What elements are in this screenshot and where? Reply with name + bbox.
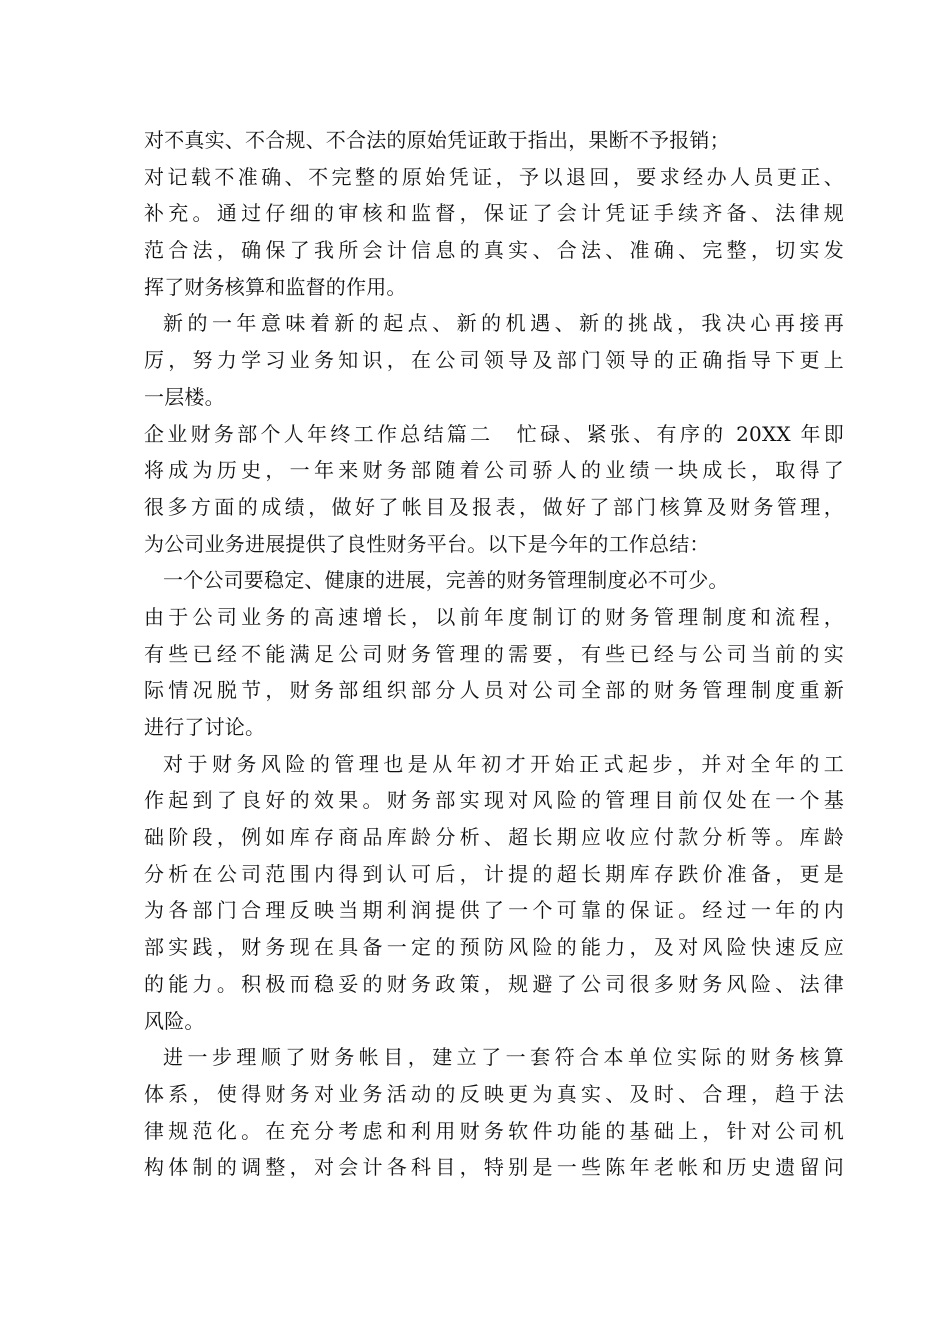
text-line: 新的一年意味着新的起点、新的机遇、新的挑战，我决心再接再 [163, 311, 844, 336]
text-line: 由于公司业务的高速增长，以前年度制订的财务管理制度和流程， [144, 604, 844, 629]
text-line: 挥了财务核算和监督的作用。 [144, 274, 407, 299]
text-line: 为公司业务进展提供了良性财务平台。以下是今年的工作总结： [144, 531, 710, 556]
text-line: 很多方面的成绩，做好了帐目及报表，做好了部门核算及财务管理， [144, 494, 844, 519]
text-line: 进行了讨论。 [144, 715, 266, 739]
text-line: 分析在公司范围内得到认可后，计提的超长期库存跌价准备，更是 [144, 861, 844, 886]
text-line: 际情况脱节，财务部组织部分人员对公司全部的财务管理制度重新 [144, 678, 844, 703]
document-body [144, 122, 844, 1186]
text-line: 的能力。积极而稳妥的财务政策，规避了公司很多财务风险、法律 [144, 971, 844, 996]
text-line: 对于财务风险的管理也是从年初才开始正式起步，并对全年的工 [163, 751, 844, 776]
text-line: 有些已经不能满足公司财务管理的需要，有些已经与公司当前的实 [144, 641, 844, 666]
text-line: 律规范化。在充分考虑和利用财务软件功能的基础上，针对公司机 [144, 1118, 844, 1143]
text-line: 部实践，财务现在具备一定的预防风险的能力，及对风险快速反应 [144, 935, 844, 960]
text-line: 构体制的调整，对会计各科目，特别是一些陈年老帐和历史遗留问 [144, 1155, 844, 1180]
text-line: 作起到了良好的效果。财务部实现对风险的管理目前仅处在一个基 [144, 788, 844, 813]
text-line: 风险。 [144, 1008, 205, 1033]
text-line: 将成为历史，一年来财务部随着公司骄人的业绩一块成长，取得了 [144, 458, 844, 483]
text-line: 一个公司要稳定、健康的进展，完善的财务管理制度必不可少。 [163, 568, 729, 593]
text-line: 础阶段，例如库存商品库龄分析、超长期应收应付款分析等。库龄 [144, 825, 844, 850]
text-line: 体系，使得财务对业务活动的反映更为真实、及时、合理，趋于法 [144, 1081, 844, 1106]
text-line: 厉，努力学习业务知识，在公司领导及部门领导的正确指导下更上 [144, 348, 844, 373]
text-line: 对记载不准确、不完整的原始凭证，予以退回，要求经办人员更正、 [144, 164, 844, 189]
text-line: 为各部门合理反映当期利润提供了一个可靠的保证。经过一年的内 [144, 898, 844, 923]
text-line: 企业财务部个人年终工作总结篇二 忙碌、紧张、有序的 20XX 年即 [144, 421, 844, 446]
text-line: 一层楼。 [144, 384, 225, 409]
text-line: 范合法，确保了我所会计信息的真实、合法、准确、完整，切实发 [144, 238, 844, 263]
text-line: 进一步理顺了财务帐目，建立了一套符合本单位实际的财务核算 [163, 1045, 844, 1070]
text-line: 补充。通过仔细的审核和监督，保证了会计凭证手续齐备、法律规 [144, 201, 844, 226]
text-line: 对不真实、不合规、不合法的原始凭证敢于指出，果断不予报销； [144, 128, 730, 152]
